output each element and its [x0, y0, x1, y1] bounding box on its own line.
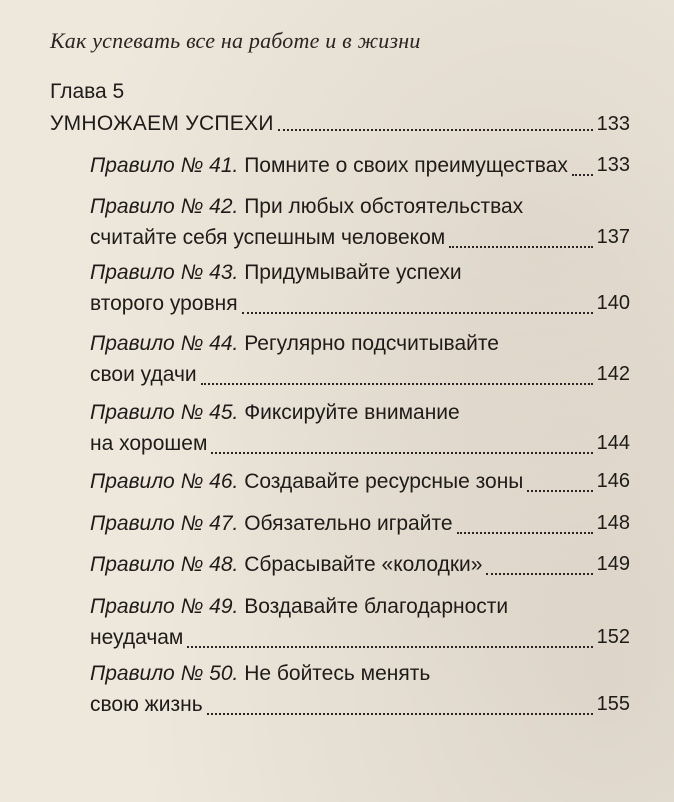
toc-entry-rule-41[interactable]	[90, 150, 630, 181]
dot-leader	[457, 532, 593, 534]
page-number: 140	[596, 292, 630, 314]
rule-label: Правило № 42.	[90, 195, 239, 218]
rule-title-line2: свои удачи	[90, 363, 197, 386]
rule-title-line2: считайте себя успешным человеком	[90, 226, 446, 249]
toc-entry-rule-47[interactable]	[90, 508, 630, 539]
toc-entry-rule-44[interactable]	[90, 328, 630, 390]
rule-title: Создавайте ресурсные зоны	[244, 470, 524, 493]
page-number: 148	[596, 512, 630, 534]
rule-label: Правило № 45.	[90, 401, 239, 424]
running-head: Как успевать все на работе и в жизни	[50, 28, 421, 53]
rule-title: Помните о своих преимуществах	[244, 154, 568, 177]
toc-entry-rule-45[interactable]	[90, 397, 630, 459]
rule-label: Правило № 50.	[90, 662, 239, 685]
dot-leader	[572, 174, 593, 176]
rule-title-line1: Придумывайте успехи	[244, 261, 462, 284]
page-number: 152	[596, 626, 630, 648]
toc-entry-rule-46[interactable]	[90, 466, 630, 497]
rule-label: Правило № 49.	[90, 595, 239, 618]
rule-title-line2: на хорошем	[90, 432, 208, 455]
rule-title-line1: При любых обстоятельствах	[244, 195, 524, 218]
page-number: 149	[596, 553, 630, 575]
rule-title: Обязательно играйте	[244, 512, 453, 535]
rule-title-line2: неудачам	[90, 626, 184, 649]
page-number: 155	[596, 693, 630, 715]
page-number: 144	[596, 432, 630, 454]
dot-leader	[211, 452, 592, 454]
dot-leader	[486, 573, 592, 575]
rule-title-line2: второго уровня	[90, 292, 238, 315]
rule-title-line1: Регулярно подсчитывайте	[244, 332, 499, 355]
dot-leader	[449, 246, 592, 248]
rule-title-line1: Фиксируйте внимание	[244, 401, 460, 424]
rule-label: Правило № 44.	[90, 332, 239, 355]
dot-leader	[242, 312, 593, 314]
rule-label: Правило № 41.	[90, 154, 239, 177]
toc-entry-rule-50[interactable]	[90, 658, 630, 720]
page-number: 133	[596, 113, 630, 135]
rule-label: Правило № 43.	[90, 261, 239, 284]
page-number: 146	[596, 470, 630, 492]
chapter-title: УМНОЖАЕМ УСПЕХИ	[50, 112, 274, 135]
rule-label: Правило № 48.	[90, 553, 239, 576]
chapter-label: Глава 5	[50, 80, 125, 103]
dot-leader	[278, 129, 593, 131]
dot-leader	[527, 490, 592, 492]
page-number: 137	[596, 226, 630, 248]
page-number: 133	[596, 154, 630, 176]
rule-title-line2: свою жизнь	[90, 693, 203, 716]
toc-entry-rule-42[interactable]	[90, 191, 630, 253]
toc-entry-rule-48[interactable]	[90, 549, 630, 580]
dot-leader	[187, 646, 592, 648]
chapter-entry[interactable]	[50, 112, 630, 136]
rule-title-line1: Не бойтесь менять	[244, 662, 431, 685]
rule-label: Правило № 46.	[90, 470, 239, 493]
page-number: 142	[596, 363, 630, 385]
toc-entry-rule-49[interactable]	[90, 591, 630, 653]
rule-title-line1: Воздавайте благодарности	[244, 595, 509, 618]
rule-label: Правило № 47.	[90, 512, 239, 535]
rule-title: Сбрасывайте «колодки»	[244, 553, 483, 576]
dot-leader	[207, 713, 593, 715]
dot-leader	[201, 383, 593, 385]
toc-entry-rule-43[interactable]	[90, 257, 630, 319]
